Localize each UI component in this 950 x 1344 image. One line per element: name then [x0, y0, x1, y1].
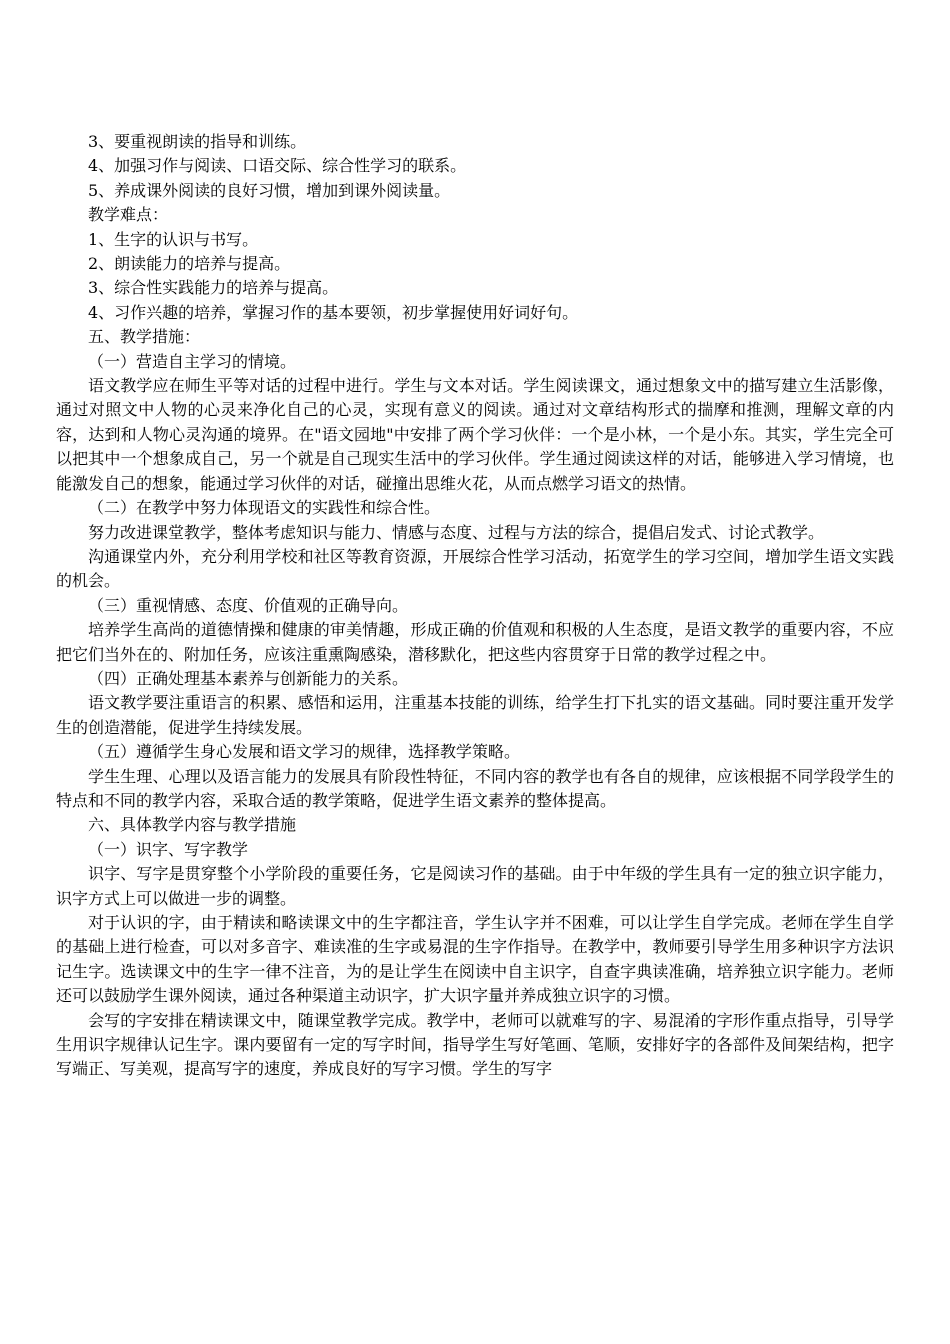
list-item-writing-link: 4、加强习作与阅读、口语交际、综合性学习的联系。 — [88, 156, 467, 176]
section-heading-6: 六、具体教学内容与教学措施 — [88, 815, 297, 835]
section-heading-5: 五、教学措施： — [88, 327, 201, 347]
subheading-5-3: （三）重视情感、态度、价值观的正确导向。 — [88, 595, 409, 615]
subheading-5-4: （四）正确处理基本素养与创新能力的关系。 — [88, 668, 409, 688]
paragraph-5-1: 语文教学应在师生平等对话的过程中进行。学生与文本对话。学生阅读课文，通过想象文中的描写建立生活影像，通过对照文中人物的心灵来净化自己的心灵，实现有意义的阅读。通过对文章结构形式的揣摩和推测，理解文章的内容，达到和人物心灵沟通的境界。在"语文园地"中安排了两个学习伙伴：一个是小林，一个是小东。其实，学生完全可以把其中一个想象成自己，另一个就是自己现实生活中的学习伙伴。学生通过阅读这样的对话，能够进入学习情境，也能激发自己的想象，能通过学习伙伴的对话，碰撞出思维火花，从而点燃学习语文的热情。 — [56, 376, 894, 493]
paragraph-6-1-c: 会写的字安排在精读课文中，随课堂教学完成。教学中，老师可以就难写的字、易混淆的字形作重点指导，引导学生用识字规律认记生字。课内要留有一定的写字时间，指导学生写好笔画、笔顺，安排好字的各部件及间架结构，把字写端正、写美观，提高写字的速度，养成良好的写字习惯。学生的写字 — [56, 1010, 894, 1079]
list-item-read-aloud: 3、要重视朗读的指导和训练。 — [88, 132, 307, 151]
paragraph-6-1-b: 对于认识的字，由于精读和略读课文中的生字都注音，学生认字并不困难，可以让学生自学完成。老师在学生自学的基础上进行检查，可以对多音字、难读准的生字或易混的生字作指导。在教学中，教师要引导学生用多种识字方法识记生字。选读课文中的生字一律不注音，为的是让学生在阅读中自主识字，自查字典读准确，培养独立识字能力。老师还可以鼓励学生课外阅读，通过各种渠道主动识字，扩大识字量并养成独立识字的习惯。 — [56, 913, 894, 1006]
subheading-5-2: （二）在教学中努力体现语文的实践性和综合性。 — [88, 498, 441, 518]
list-item-extracurricular-reading: 5、养成课外阅读的良好习惯，增加到课外阅读量。 — [88, 180, 451, 200]
subheading-6-1: （一）识字、写字教学 — [88, 839, 249, 859]
paragraph-5-2-a: 努力改进课堂教学，整体考虑知识与能力、情感与态度、过程与方法的综合，提倡启发式、讨论式教学。 — [88, 522, 825, 542]
paragraph-5-3: 培养学生高尚的道德情操和健康的审美情趣，形成正确的价值观和积极的人生态度，是语文教学的重要内容，不应把它们当外在的、附加任务，应该注重熏陶感染，潜移默化，把这些内容贯穿于日常的教学过程之中。 — [56, 620, 894, 664]
paragraph-6-1-a: 识字、写字是贯穿整个小学阶段的重要任务，它是阅读习作的基础。由于中年级的学生具有一定的独立识字能力，识字方式上可以做进一步的调整。 — [56, 864, 894, 908]
paragraph-5-2-b: 沟通课堂内外，充分利用学校和社区等教育资源，开展综合性学习活动，拓宽学生的学习空间，增加学生语文实践的机会。 — [56, 546, 894, 591]
document-body — [56, 130, 894, 1082]
subheading-5-1: （一）营造自主学习的情境。 — [88, 351, 297, 371]
heading-teaching-difficulties: 教学难点： — [88, 205, 169, 225]
paragraph-5-4: 语文教学要注重语言的积累、感悟和运用，注重基本技能的训练，给学生打下扎实的语文基础。同时要注重开发学生的创造潜能，促进学生持续发展。 — [56, 693, 894, 737]
paragraph-5-5: 学生生理、心理以及语言能力的发展具有阶段性特征，不同内容的教学也有各自的规律，应该根据不同学段学生的特点和不同的教学内容，采取合适的教学策略，促进学生语文素养的整体提高。 — [56, 766, 894, 810]
list-item-characters: 1、生字的认识与书写。 — [88, 229, 259, 249]
list-item-practice-ability: 3、综合性实践能力的培养与提高。 — [88, 278, 339, 298]
list-item-writing-interest: 4、习作兴趣的培养，掌握习作的基本要领，初步掌握使用好词好句。 — [88, 302, 579, 322]
subheading-5-5: （五）遵循学生身心发展和语文学习的规律，选择教学策略。 — [88, 742, 521, 762]
list-item-reading-ability: 2、朗读能力的培养与提高。 — [88, 254, 291, 274]
